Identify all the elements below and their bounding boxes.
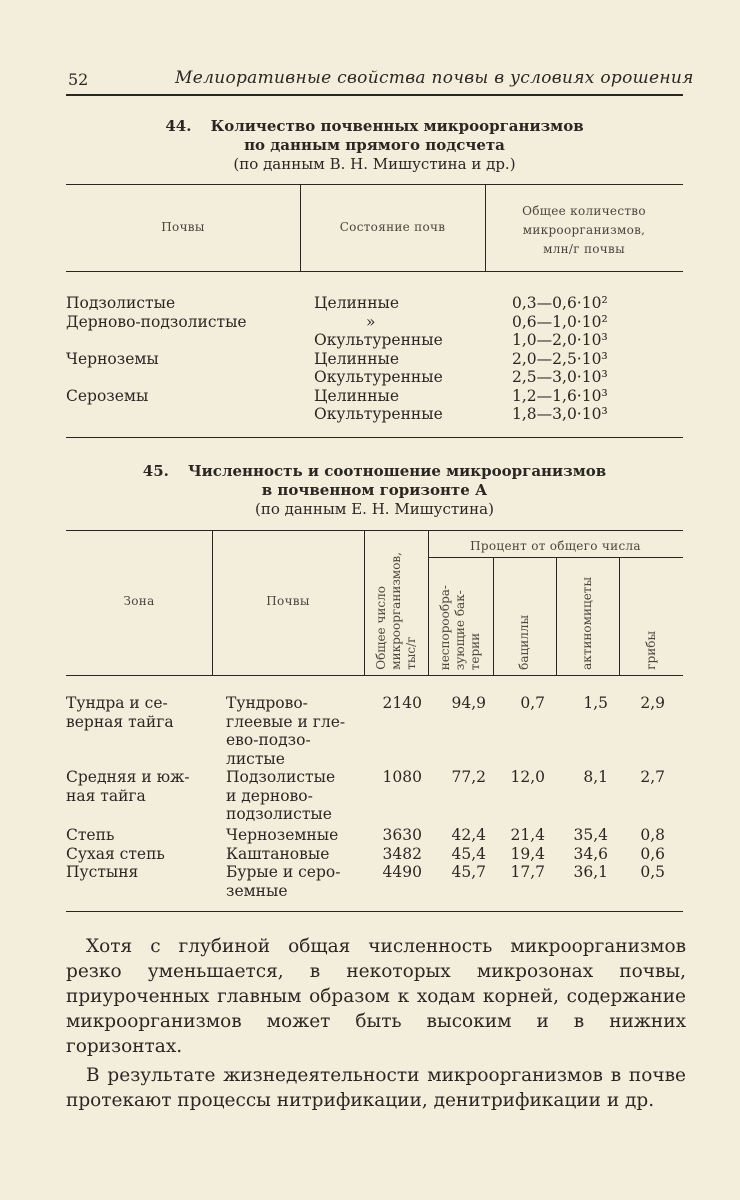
- table-row: Окультуренные 1,0—2,0·10³: [314, 331, 608, 349]
- table-row: Окультуренные 2,5—3,0·10³: [314, 368, 608, 386]
- body-text: [66, 934, 686, 1113]
- table44-header-soils: Почвы: [161, 220, 205, 234]
- table-row: Степь Черноземные 3630 42,4 21,4 35,4 0,8: [66, 826, 665, 844]
- page-number: 52: [68, 70, 89, 89]
- table-row: Пустыня Бурые и серо- земные 4490 45,7 17,7 36,1 0,5: [66, 863, 665, 900]
- table-row: Подзолистые Целинные 0,3—0,6·10²: [66, 294, 608, 312]
- running-title: Мелиоративные свойства почвы в условиях орошения: [175, 68, 694, 88]
- table45-header-fungi: грибы: [643, 631, 658, 670]
- table44-title-line2: по данным прямого подсчета: [244, 136, 505, 154]
- table-row: Сухая степь Каштановые 3482 45,4 19,4 34,6 0,6: [66, 845, 665, 863]
- table44-number: 44.: [165, 117, 192, 135]
- header-rule: [66, 94, 683, 96]
- table45-header-soils: Почвы: [266, 594, 310, 608]
- table45-header-zone: Зона: [123, 594, 155, 608]
- table-row: Сероземы Целинные 1,2—1,6·10³: [66, 386, 608, 405]
- table45-header-total: Общее число микроорганизмов, тыс/г: [373, 552, 418, 670]
- paragraph: В результате жизнедеятельности микроорганизмов в почве протекают процессы нитрификации, денитрификации и др.: [66, 1065, 686, 1111]
- table45-header-rule: [66, 675, 683, 676]
- paragraph: Хотя с глубиной общая численность микроорганизмов резко уменьшается, в некоторых микрозонах почвы, приуроченных главным образом к ходам корней, содержание микроорганизмов может быть высоким и в нижних горизонтах.: [66, 936, 686, 1057]
- table45-caption: [66, 462, 683, 519]
- table44-title-line3: (по данным В. Н. Мишустина и др.): [233, 155, 516, 173]
- table-row: Тундра и се- верная тайга Тундрово- глеевые и гле- ево-подзо- листые 2140 94,9 0,7 1,5 2,9: [66, 694, 665, 768]
- table45-title-line3: (по данным Е. Н. Мишустина): [255, 500, 494, 518]
- table45-top-rule: [66, 530, 683, 531]
- table-row: Дерново-подзолистые » 0,6—1,0·10²: [66, 312, 608, 331]
- table44-title-line1: Количество почвенных микроорганизмов: [210, 117, 584, 135]
- table44-header-state: Состояние почв: [339, 220, 446, 234]
- table-row: Окультуренные 1,8—3,0·10³: [314, 405, 608, 423]
- table45-header-bacilli: бациллы: [517, 615, 531, 670]
- table-row: Средняя и юж- ная тайга Подзолистые и дерново- подзолистые 1080 77,2 12,0 8,1 2,7: [66, 768, 665, 823]
- table45-header-percent-group: Процент от общего числа: [470, 539, 641, 553]
- table44-header-total: Общее количество микроорганизмов, млн/г почвы: [522, 204, 646, 256]
- table45-header-actino: актиномицеты: [580, 577, 594, 670]
- table45-title-line1: Численность и соотношение микроорганизмов: [187, 462, 607, 480]
- table44-header-rule: [66, 271, 683, 272]
- table44-body: [66, 294, 683, 424]
- table45-group-rule: [428, 557, 683, 558]
- table44-bottom-rule: [66, 437, 683, 438]
- table45-bottom-rule: [66, 911, 683, 912]
- table44-caption: [66, 117, 683, 174]
- table45-number: 45.: [142, 462, 169, 480]
- table-row: Черноземы Целинные 2,0—2,5·10³: [66, 349, 608, 368]
- table45-header-nonspore: неспорообра- зующие бак- терии: [438, 584, 482, 670]
- table45-title-line2: в почвенном горизонте А: [261, 481, 488, 499]
- table44-top-rule: [66, 184, 683, 185]
